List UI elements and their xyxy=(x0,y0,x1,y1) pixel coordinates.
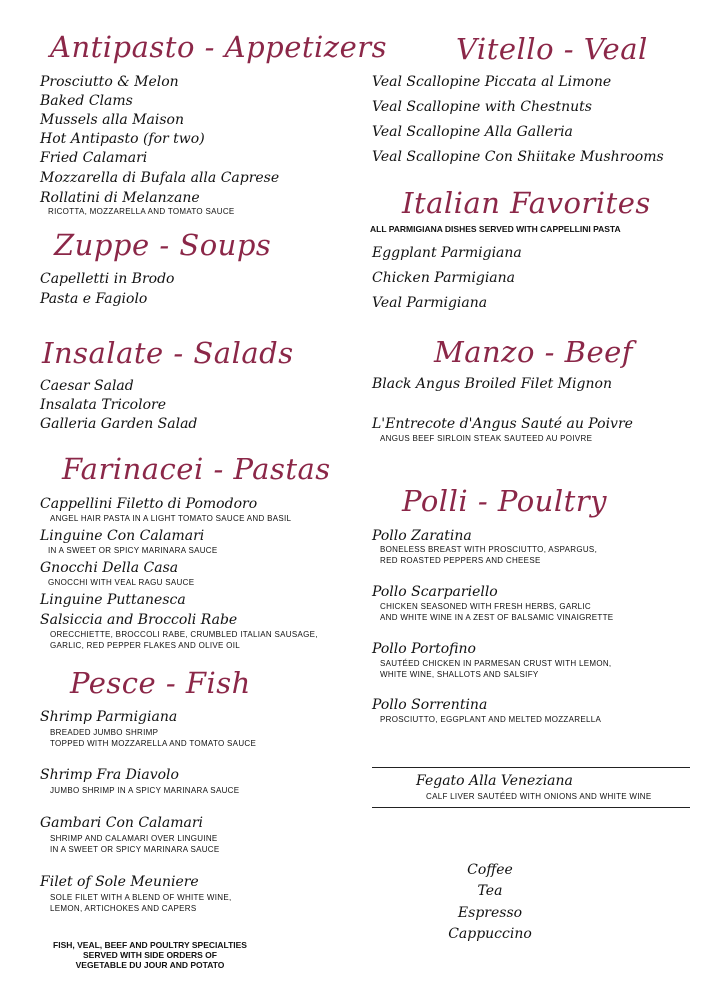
menu-item: Rollatini di Melanzane xyxy=(40,190,200,206)
menu-item: Prosciutto & Melon xyxy=(40,74,179,90)
menu-item: Eggplant Parmigiana xyxy=(372,245,522,261)
menu-item: Fried Calamari xyxy=(40,150,148,166)
item-description: SAUTÉED CHICKEN IN PARMESAN CRUST WITH LEMON, xyxy=(380,659,612,668)
item-description: LEMON, ARTICHOKES AND CAPERS xyxy=(50,904,197,913)
manzo-title: Manzo - Beef xyxy=(434,335,634,369)
item-description: BONELESS BREAST WITH PROSCIUTTO, ASPARGUS, xyxy=(380,545,598,554)
farinacei-title: Farinacei - Pastas xyxy=(62,452,331,486)
item-description: IN A SWEET OR SPICY MARINARA SAUCE xyxy=(50,845,220,854)
menu-item: Pollo Portofino xyxy=(372,641,476,657)
item-description: TOPPED WITH MOZZARELLA AND TOMATO SAUCE xyxy=(50,739,257,748)
menu-item: Shrimp Fra Diavolo xyxy=(40,767,179,783)
menu-item: Caesar Salad xyxy=(40,378,134,394)
item-description: WHITE WINE, SHALLOTS AND SALSIFY xyxy=(380,670,539,679)
menu-item: Mozzarella di Bufala alla Caprese xyxy=(40,170,280,186)
item-description: RED ROASTED PEPPERS AND CHEESE xyxy=(380,556,541,565)
menu-item: Linguine Puttanesca xyxy=(40,592,186,608)
divider-top xyxy=(372,767,690,768)
item-description: IN A SWEET OR SPICY MARINARA SAUCE xyxy=(48,546,218,555)
insalate-title: Insalate - Salads xyxy=(42,336,294,370)
menu-item: Salsiccia and Broccoli Rabe xyxy=(40,612,238,628)
menu-item: Pasta e Fagiolo xyxy=(40,291,148,307)
item-description: CHICKEN SEASONED WITH FRESH HERBS, GARLIC xyxy=(380,602,591,611)
menu-item: Black Angus Broiled Filet Mignon xyxy=(372,376,612,392)
menu-item: Insalata Tricolore xyxy=(40,397,166,413)
item-description: BREADED JUMBO SHRIMP xyxy=(50,728,159,737)
item-description: CALF LIVER SAUTÉED WITH ONIONS AND WHITE WINE xyxy=(426,792,652,801)
item-description: SOLE FILET WITH A BLEND OF WHITE WINE, xyxy=(50,893,232,902)
menu-item: Shrimp Parmigiana xyxy=(40,709,178,725)
item-description: ORECCHIETTE, BROCCOLI RABE, CRUMBLED ITALIAN SAUSAGE, xyxy=(50,630,318,639)
item-description: SHRIMP AND CALAMARI OVER LINGUINE xyxy=(50,834,218,843)
pesce-title: Pesce - Fish xyxy=(70,666,251,700)
menu-item: Baked Clams xyxy=(40,93,133,109)
footer-line: SERVED WITH SIDE ORDERS OF xyxy=(83,950,217,960)
menu-item: Mussels alla Maison xyxy=(40,112,185,128)
vitello-title: Vitello - Veal xyxy=(456,32,648,66)
menu-item: Galleria Garden Salad xyxy=(40,416,198,432)
beverage-item: Coffee xyxy=(467,862,513,878)
beverage-item: Cappuccino xyxy=(448,926,532,942)
divider-bottom xyxy=(372,807,690,808)
menu-item: Veal Scallopine with Chestnuts xyxy=(372,99,592,115)
menu-item: Pollo Scarpariello xyxy=(372,584,498,600)
menu-item: Fegato Alla Veneziana xyxy=(416,773,573,789)
menu-item: Capelletti in Brodo xyxy=(40,271,175,287)
menu-item: Pollo Sorrentina xyxy=(372,697,488,713)
item-description: AND WHITE WINE IN A ZEST OF BALSAMIC VINAIGRETTE xyxy=(380,613,614,622)
favorites-title: Italian Favorites xyxy=(402,186,651,220)
item-description: GNOCCHI WITH VEAL RAGU SAUCE xyxy=(48,578,195,587)
item-description: RICOTTA, MOZZARELLA AND TOMATO SAUCE xyxy=(48,207,235,216)
menu-item: Linguine Con Calamari xyxy=(40,528,205,544)
menu-item: Veal Scallopine Alla Galleria xyxy=(372,124,573,140)
footer-line: FISH, VEAL, BEEF AND POULTRY SPECIALTIES xyxy=(53,940,247,950)
footer-line: VEGETABLE DU JOUR AND POTATO xyxy=(75,960,225,970)
menu-item: Veal Scallopine Con Shiitake Mushrooms xyxy=(372,149,664,165)
item-description: GARLIC, RED PEPPER FLAKES AND OLIVE OIL xyxy=(50,641,240,650)
menu-item: Chicken Parmigiana xyxy=(372,270,516,286)
menu-item: Gnocchi Della Casa xyxy=(40,560,179,576)
menu-item: Filet of Sole Meuniere xyxy=(40,874,199,890)
menu-item: Veal Scallopine Piccata al Limone xyxy=(372,74,612,90)
item-description: JUMBO SHRIMP IN A SPICY MARINARA SAUCE xyxy=(50,786,240,795)
menu-item: Cappellini Filetto di Pomodoro xyxy=(40,496,258,512)
item-description: ANGEL HAIR PASTA IN A LIGHT TOMATO SAUCE AND BASIL xyxy=(50,514,292,523)
menu-item: Gambari Con Calamari xyxy=(40,815,204,831)
beverage-item: Espresso xyxy=(457,905,523,921)
item-description: PROSCIUTTO, EGGPLANT AND MELTED MOZZARELLA xyxy=(380,715,602,724)
polli-title: Polli - Poultry xyxy=(402,484,608,518)
menu-item: L'Entrecote d'Angus Sauté au Poivre xyxy=(372,416,633,432)
beverage-item: Tea xyxy=(477,883,503,899)
favorites-note: ALL PARMIGIANA DISHES SERVED WITH CAPPELLINI PASTA xyxy=(370,224,621,234)
item-description: ANGUS BEEF SIRLOIN STEAK SAUTEED AU POIVRE xyxy=(380,434,593,443)
zuppe-title: Zuppe - Soups xyxy=(54,228,272,262)
footer-note xyxy=(40,940,260,970)
antipasto-title: Antipasto - Appetizers xyxy=(50,30,387,64)
menu-item: Veal Parmigiana xyxy=(372,295,488,311)
menu-item: Pollo Zaratina xyxy=(372,528,472,544)
menu-item: Hot Antipasto (for two) xyxy=(40,131,205,147)
